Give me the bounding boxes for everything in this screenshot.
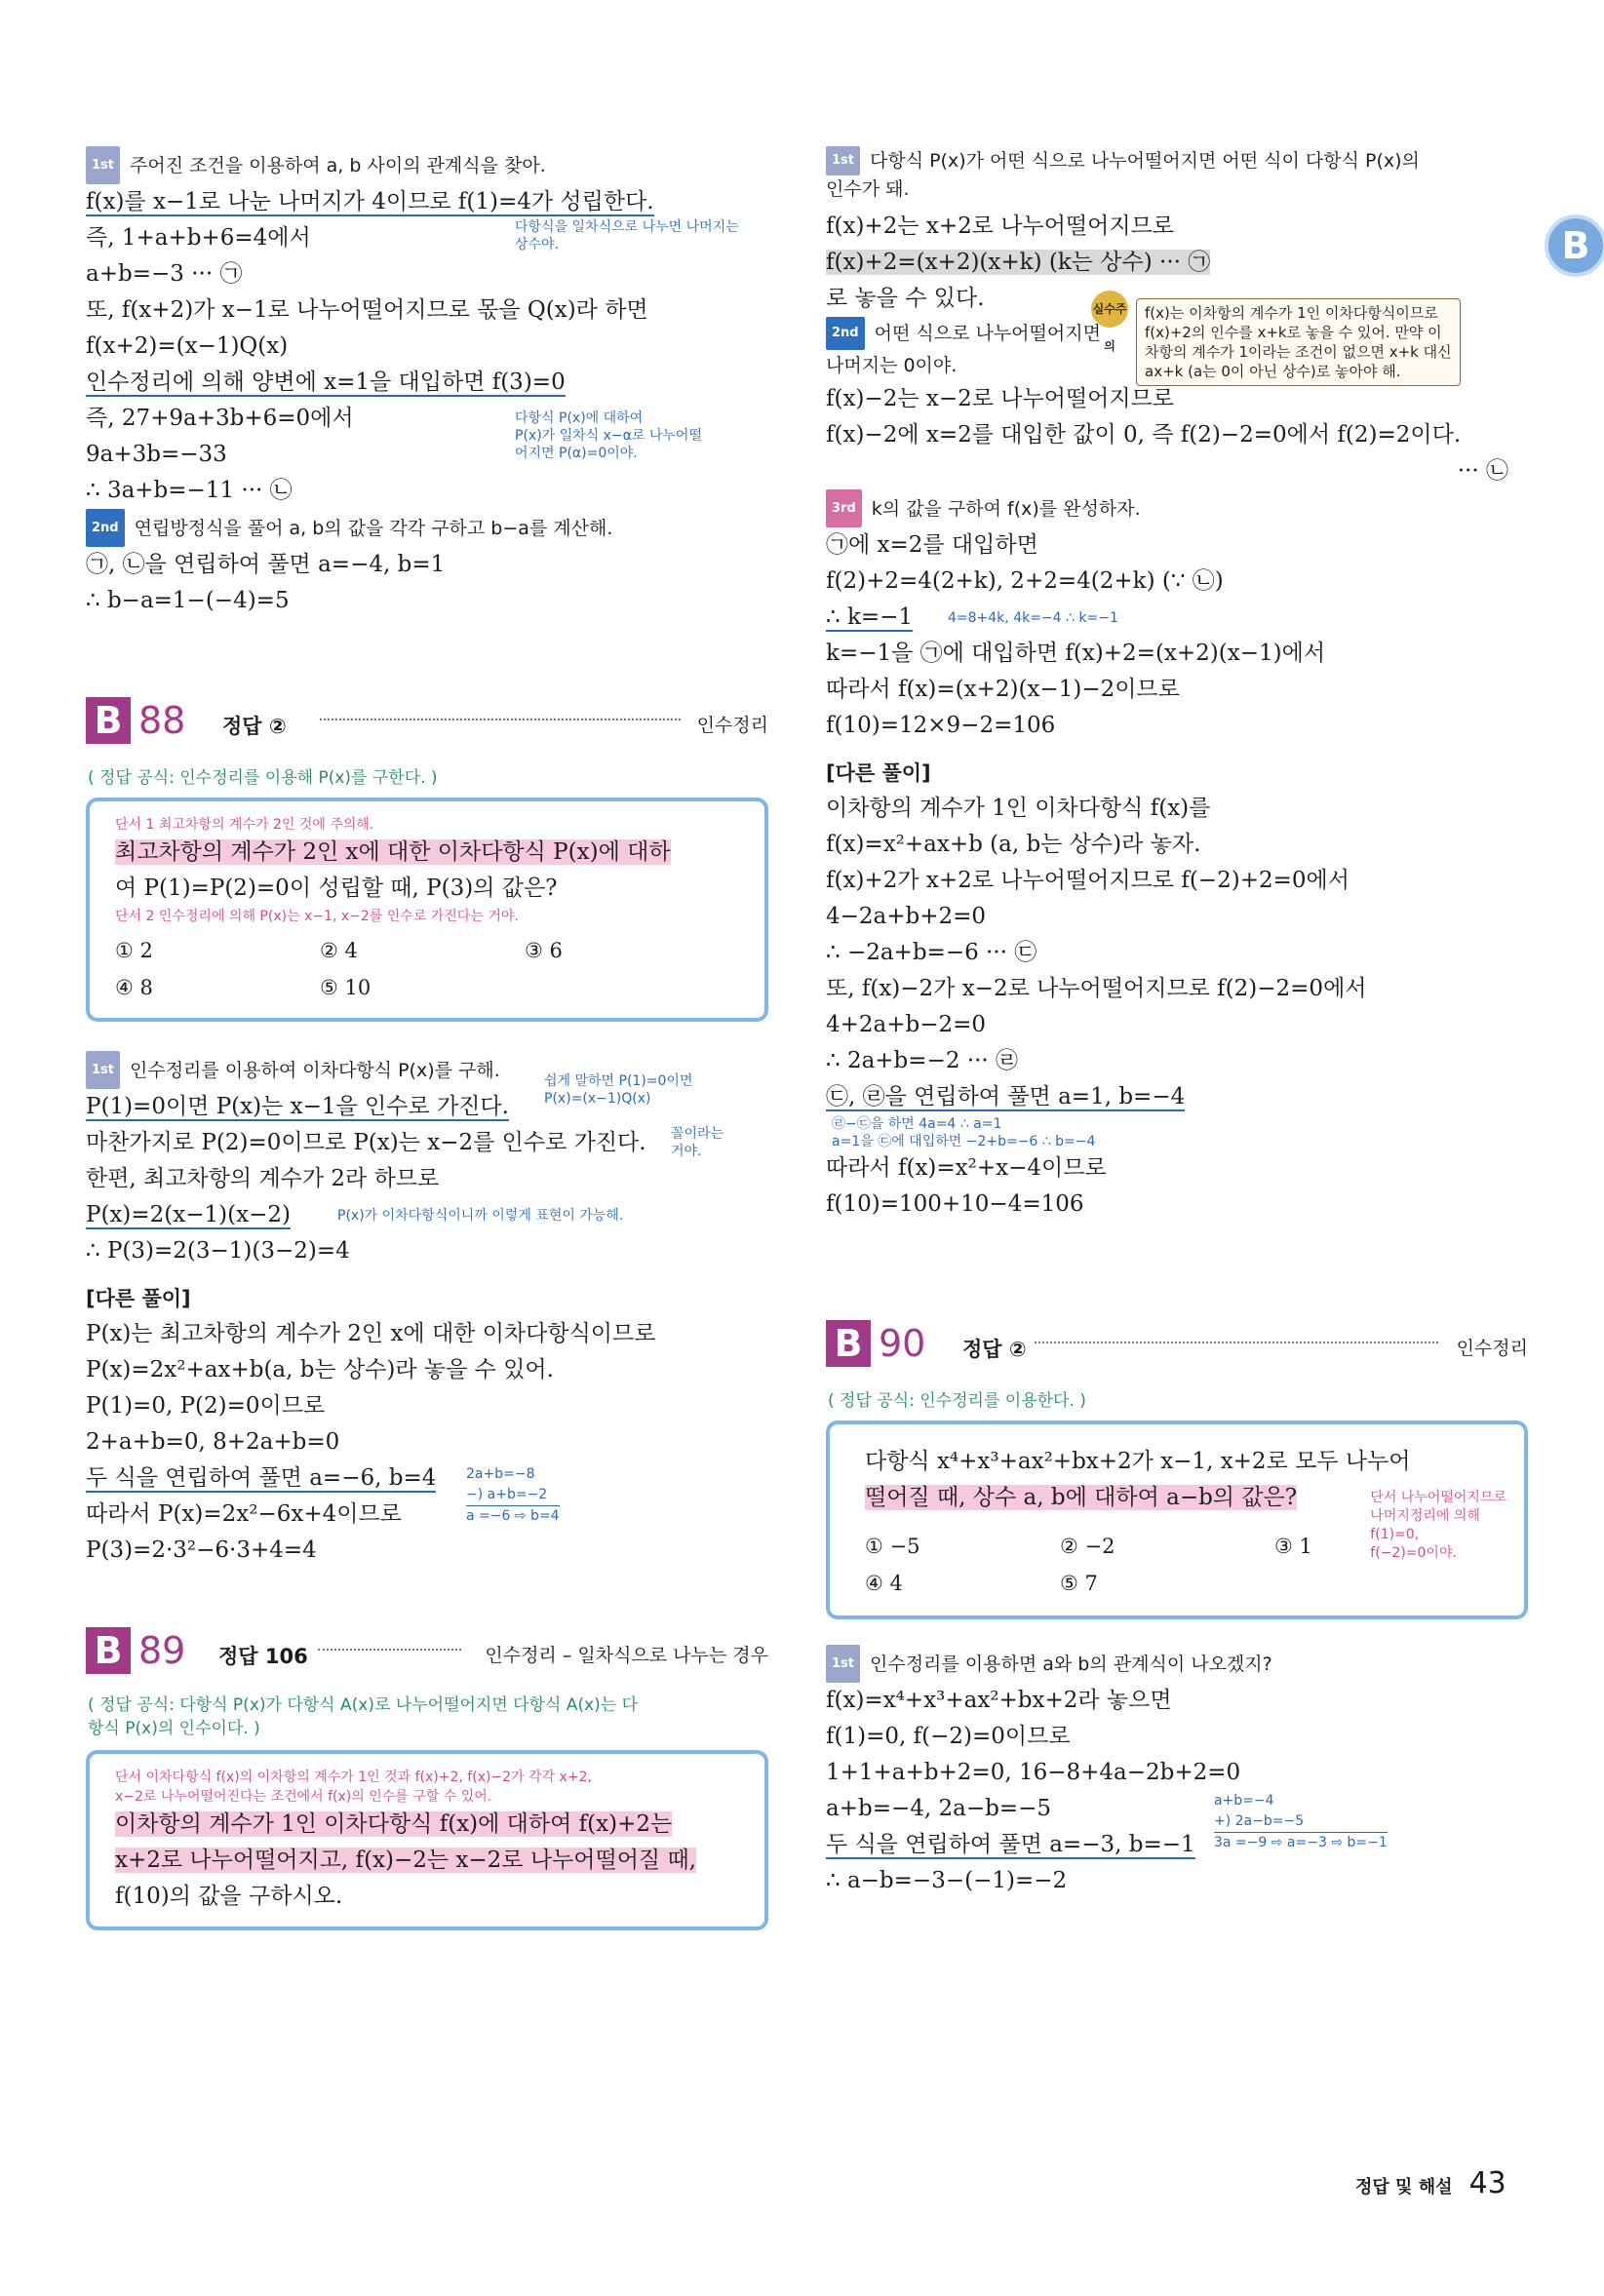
solution-line: ∴ k=−1: [826, 604, 914, 630]
solution-88: [86, 1051, 768, 1569]
step-text: 어떤 식으로 나누어떨어지면 나머지는 0이야.: [826, 323, 1101, 376]
hint: 단서 2 인수정리에 의해 P(x)는 x−1, x−2를 인수로 가진다는 거야.: [115, 909, 519, 924]
problem-header: [826, 1320, 1528, 1379]
step-text: 인수정리를 이용하면 a와 b의 관계식이 나오겠지?: [870, 1654, 1272, 1675]
answer-formula: ( 정답 공식: 다항식 P(x)가 다항식 A(x)로 나누어떨어지면 다항식 A(x)는 다 항식 P(x)의 인수이다. ): [88, 1695, 639, 1738]
solution-line: f(x+2)=(x−1)Q(x): [86, 333, 289, 359]
solution-line: P(x)는 최고차항의 계수가 2인 x에 대한 이차다항식이므로: [86, 1321, 656, 1346]
dot-leader: [1035, 1342, 1438, 1343]
step-text: k의 값을 구하여 f(x)를 완성하자.: [871, 498, 1141, 520]
solution-line: f(x)−2는 x−2로 나누어떨어지므로: [826, 386, 1175, 411]
choice: ⑤ 10: [320, 976, 372, 999]
answer-label: 정답 106: [218, 1645, 308, 1668]
solution-line: 1+1+a+b+2=0, 16−8+4a−2b+2=0: [826, 1760, 1241, 1785]
side-note: P(x)가 이차다항식이니까 이렇게 표현이 가능해.: [337, 1208, 624, 1224]
solution-line: 인수정리에 의해 양변에 x=1을 대입하면 f(3)=0: [86, 370, 566, 395]
solution-line: f(x)+2=(x+2)(x+k) (k는 상수) ··· ㉠: [826, 250, 1211, 275]
problem-letter-box: B: [86, 1627, 131, 1674]
dot-leader: [320, 719, 681, 720]
problem-letter-box: B: [86, 697, 131, 744]
step-text: 인수정리를 이용하여 이차다항식 P(x)를 구해.: [130, 1060, 500, 1081]
hint: 단서 나누어떨어지므로 나머지정리에 의해 f(1)=0, f(−2)=0이야.: [1370, 1490, 1506, 1561]
solution-line: 따라서 f(x)=x²+x−4이므로: [826, 1155, 1107, 1181]
choice-correct: ② −2: [1060, 1535, 1115, 1558]
solution-line: 4+2a+b−2=0: [826, 1012, 987, 1037]
solution-line: f(10)=100+10−4=106: [826, 1191, 1084, 1217]
step-badge: 1st: [86, 146, 120, 184]
choice: ④ 8: [115, 976, 153, 999]
solution-line: f(1)=0, f(−2)=0이므로: [826, 1724, 1071, 1749]
solution-line: 한편, 최고차항의 계수가 2라 하므로: [86, 1166, 440, 1191]
step-text: 다항식 P(x)가 어떤 식으로 나누어떨어지면 어떤 식이 다항식 P(x)의 인수가 돼.: [826, 150, 1420, 200]
solution-line: a+b=−4, 2a−b=−5: [826, 1796, 1052, 1821]
side-note: a=1을 ㉢에 대입하면 −2+b=−6 ∴ b=−4: [832, 1134, 1096, 1149]
solution-line: P(1)=0, P(2)=0이므로: [86, 1393, 326, 1419]
solution-line: f(x)+2는 x+2로 나누어떨어지므로: [826, 214, 1175, 239]
question-line: 여 P(1)=P(2)=0이 성립할 때, P(3)의 값은?: [115, 876, 558, 901]
calc-line: +) 2a−b=−5: [1214, 1811, 1388, 1833]
problem-box: [86, 1750, 768, 1930]
calc-line: 3a =−9 ⇨ a=−3 ⇨ b=−1: [1214, 1835, 1388, 1850]
answer-formula: ( 정답 공식: 인수정리를 이용한다. ): [828, 1391, 1086, 1411]
question-line: 다항식 x⁴+x³+ax²+bx+2가 x−1, x+2로 모두 나누어: [865, 1449, 1411, 1474]
problem-header: [86, 1627, 768, 1686]
solution-89: [826, 146, 1528, 1223]
solution-line: 따라서 f(x)=(x+2)(x−1)−2이므로: [826, 677, 1180, 702]
calc-line: a+b=−4: [1214, 1793, 1274, 1809]
step-text: 주어진 조건을 이용하여 a, b 사이의 관계식을 찾아.: [130, 155, 546, 176]
solution-line: ∴ 3a+b=−11 ··· ㉡: [86, 478, 293, 503]
solution-line: P(x)=2(x−1)(x−2): [86, 1202, 291, 1227]
solution-line: 두 식을 연립하여 풀면 a=−6, b=4: [86, 1465, 437, 1491]
dot-leader: [318, 1649, 461, 1651]
solution-line: ㉢, ㉣을 연립하여 풀면 a=1, b=−4: [826, 1084, 1186, 1109]
problem-number: 88: [138, 699, 186, 742]
calc-line: −) a+b=−2: [466, 1485, 560, 1506]
question-line: x+2로 나누어떨어지고, f(x)−2는 x−2로 나누어떨어질 때,: [115, 1848, 696, 1873]
solution-line: f(x)=x²+ax+b (a, b는 상수)라 놓자.: [826, 832, 1201, 857]
choice-correct: ② 4: [320, 939, 358, 962]
calc-note: [466, 1464, 560, 1527]
footer-label: 정답 및 해설: [1355, 2177, 1453, 2198]
solution-line: 이차항의 계수가 1인 이차다항식 f(x)를: [826, 796, 1211, 821]
question-line: 이차항의 계수가 1인 이차다항식 f(x)에 대하여 f(x)+2는: [115, 1811, 673, 1837]
solution-line: a+b=−3 ··· ㉠: [86, 261, 243, 287]
calc-line: 2a+b=−8: [466, 1466, 535, 1482]
solution-line: 즉, 27+9a+3b+6=0에서: [86, 406, 354, 431]
solution-line: ㉠, ㉡을 연립하여 풀면 a=−4, b=1: [86, 552, 446, 577]
problem-box: [86, 798, 768, 1022]
side-note: 다항식 P(x)에 대하여 P(x)가 일차식 x−α로 나누어떨 어지면 P(α)=0이야.: [515, 410, 702, 461]
solution-line: f(x)+2가 x+2로 나누어떨어지므로 f(−2)+2=0에서: [826, 868, 1350, 893]
calc-note: [1214, 1791, 1388, 1853]
choice: ③ 1: [1274, 1535, 1312, 1558]
solution-line: f(2)+2=4(2+k), 2+2=4(2+k) (∵ ㉡): [826, 568, 1224, 594]
problem-header: [86, 697, 768, 756]
solution-line: 9a+3b=−33: [86, 442, 227, 467]
side-note: 꼴이라는 거야.: [671, 1126, 724, 1159]
calc-line: a =−6 ⇨ b=4: [466, 1508, 560, 1524]
side-tab: B: [1545, 214, 1604, 277]
solution-line: ∴ 2a+b=−2 ··· ㉣: [826, 1048, 1019, 1073]
topic-label: 인수정리: [696, 715, 768, 736]
choice: ① 2: [115, 939, 153, 962]
answer-label: 정답 ②: [222, 715, 287, 738]
solution-90: [826, 1645, 1528, 1899]
solution-87: [86, 146, 768, 619]
topic-label: 인수정리: [1456, 1338, 1528, 1359]
step-badge: 2nd: [826, 317, 865, 350]
solution-line: 따라서 P(x)=2x²−6x+4이므로: [86, 1501, 402, 1527]
solution-line: f(x)를 x−1로 나눈 나머지가 4이므로 f(1)=4가 성립한다.: [86, 189, 654, 214]
solution-line: P(1)=0이면 P(x)는 x−1을 인수로 가진다.: [86, 1094, 509, 1119]
solution-line: f(x)−2에 x=2를 대입한 값이 0, 즉 f(2)−2=0에서 f(2)=2이다.: [826, 422, 1462, 448]
right-column: [826, 146, 1528, 1899]
problem-number: 89: [138, 1629, 186, 1672]
solution-line: f(10)=12×9−2=106: [826, 713, 1056, 738]
solution-line: 또, f(x)−2가 x−2로 나누어떨어지므로 f(2)−2=0에서: [826, 976, 1367, 1001]
left-column: [86, 146, 768, 1930]
step-badge: 2nd: [86, 509, 125, 547]
solution-line: 또, f(x+2)가 x−1로 나누어떨어지므로 몫을 Q(x)라 하면: [86, 297, 648, 323]
solution-line: P(x)=2x²+ax+b(a, b는 상수)라 놓을 수 있어.: [86, 1357, 554, 1382]
answer-formula: ( 정답 공식: 인수정리를 이용해 P(x)를 구한다. ): [88, 768, 438, 788]
side-note: 쉽게 말하면 P(1)=0이면 P(x)=(x−1)Q(x): [544, 1073, 693, 1107]
problem-box: [826, 1420, 1528, 1619]
step-badge: 3rd: [826, 489, 862, 527]
problem-letter-box: B: [826, 1320, 871, 1367]
alt-solution-heading: [다른 풀이]: [826, 761, 931, 785]
solution-line: ∴ P(3)=2(3−1)(3−2)=4: [86, 1238, 350, 1264]
step-badge: 1st: [826, 146, 860, 175]
solution-line: 2+a+b=0, 8+2a+b=0: [86, 1429, 340, 1455]
question-line: 최고차항의 계수가 2인 x에 대한 이차다항식 P(x)에 대하: [115, 839, 671, 865]
side-note: 4=8+4k, 4k=−4 ∴ k=−1: [948, 610, 1118, 626]
problem-90: [826, 1320, 1528, 1899]
problem-number: 90: [879, 1322, 926, 1365]
hint: 단서 이차다항식 f(x)의 이차항의 계수가 1인 것과 f(x)+2, f(x)−2가 각각 x+2, x−2로 나누어떨어진다는 조건에서 f(x)의 인수를 구할 수 있어.: [115, 1770, 592, 1805]
caution-box: f(x)는 이차항의 계수가 1인 이차다항식이므로 f(x)+2의 인수를 x+k로 놓을 수 있어. 만약 이 차항의 계수가 1이라는 조건이 없으면 x+k 대신 ax+k (a는 0이 아닌 상수)로 놓아야 해.: [1136, 298, 1461, 386]
page-number: 43: [1468, 2166, 1506, 2200]
choice-list: [115, 932, 739, 1006]
page-footer: [1355, 2166, 1506, 2200]
solution-line: 즉, 1+a+b+6=4에서: [86, 225, 311, 251]
caution-icon: 실수주의: [1091, 291, 1128, 328]
solution-line: k=−1을 ㉠에 대입하면 f(x)+2=(x+2)(x−1)에서: [826, 641, 1326, 666]
solution-line: 로 놓을 수 있다.: [826, 286, 985, 311]
choice: ① −5: [865, 1535, 920, 1558]
step-text: 연립방정식을 풀어 a, b의 값을 각각 구하고 b−a를 계산해.: [134, 518, 613, 539]
solution-line: 마찬가지로 P(2)=0이므로 P(x)는 x−2를 인수로 가진다.: [86, 1130, 646, 1155]
hint: 단서 1 최고차항의 계수가 2인 것에 주의해.: [115, 817, 374, 833]
topic-label: 인수정리 – 일차식으로 나누는 경우: [485, 1645, 768, 1666]
side-note: ㉣−㉢을 하면 4a=4 ∴ a=1: [832, 1116, 1002, 1132]
answer-label: 정답 ②: [962, 1338, 1027, 1361]
solution-line: f(x)=x⁴+x³+ax²+bx+2라 놓으면: [826, 1688, 1172, 1713]
question-line: 떨어질 때, 상수 a, b에 대하여 a−b의 값은?: [865, 1485, 1298, 1510]
solution-line: ㉠에 x=2를 대입하면: [826, 532, 1038, 558]
question-line: f(10)의 값을 구하시오.: [115, 1884, 343, 1909]
side-note: 다항식을 일차식으로 나누면 나머지는 상수야.: [515, 219, 739, 253]
solution-line: ∴ b−a=1−(−4)=5: [86, 588, 290, 613]
solution-line: 두 식을 연립하여 풀면 a=−3, b=−1: [826, 1832, 1195, 1857]
choice: ③ 6: [525, 939, 563, 962]
solution-line: ∴ a−b=−3−(−1)=−2: [826, 1868, 1068, 1893]
problem-89: [86, 1627, 768, 1930]
step-badge: 1st: [826, 1645, 860, 1683]
solution-line: P(3)=2·3²−6·3+4=4: [86, 1537, 317, 1563]
solution-line: 4−2a+b+2=0: [826, 904, 987, 929]
problem-88: [86, 697, 768, 1569]
solution-line: ··· ㉡: [1457, 458, 1508, 484]
step-badge: 1st: [86, 1051, 120, 1089]
choice: ④ 4: [865, 1572, 903, 1595]
alt-solution-heading: [다른 풀이]: [86, 1287, 191, 1310]
choice: ⑤ 7: [1060, 1572, 1098, 1595]
solution-line: ∴ −2a+b=−6 ··· ㉢: [826, 940, 1037, 965]
